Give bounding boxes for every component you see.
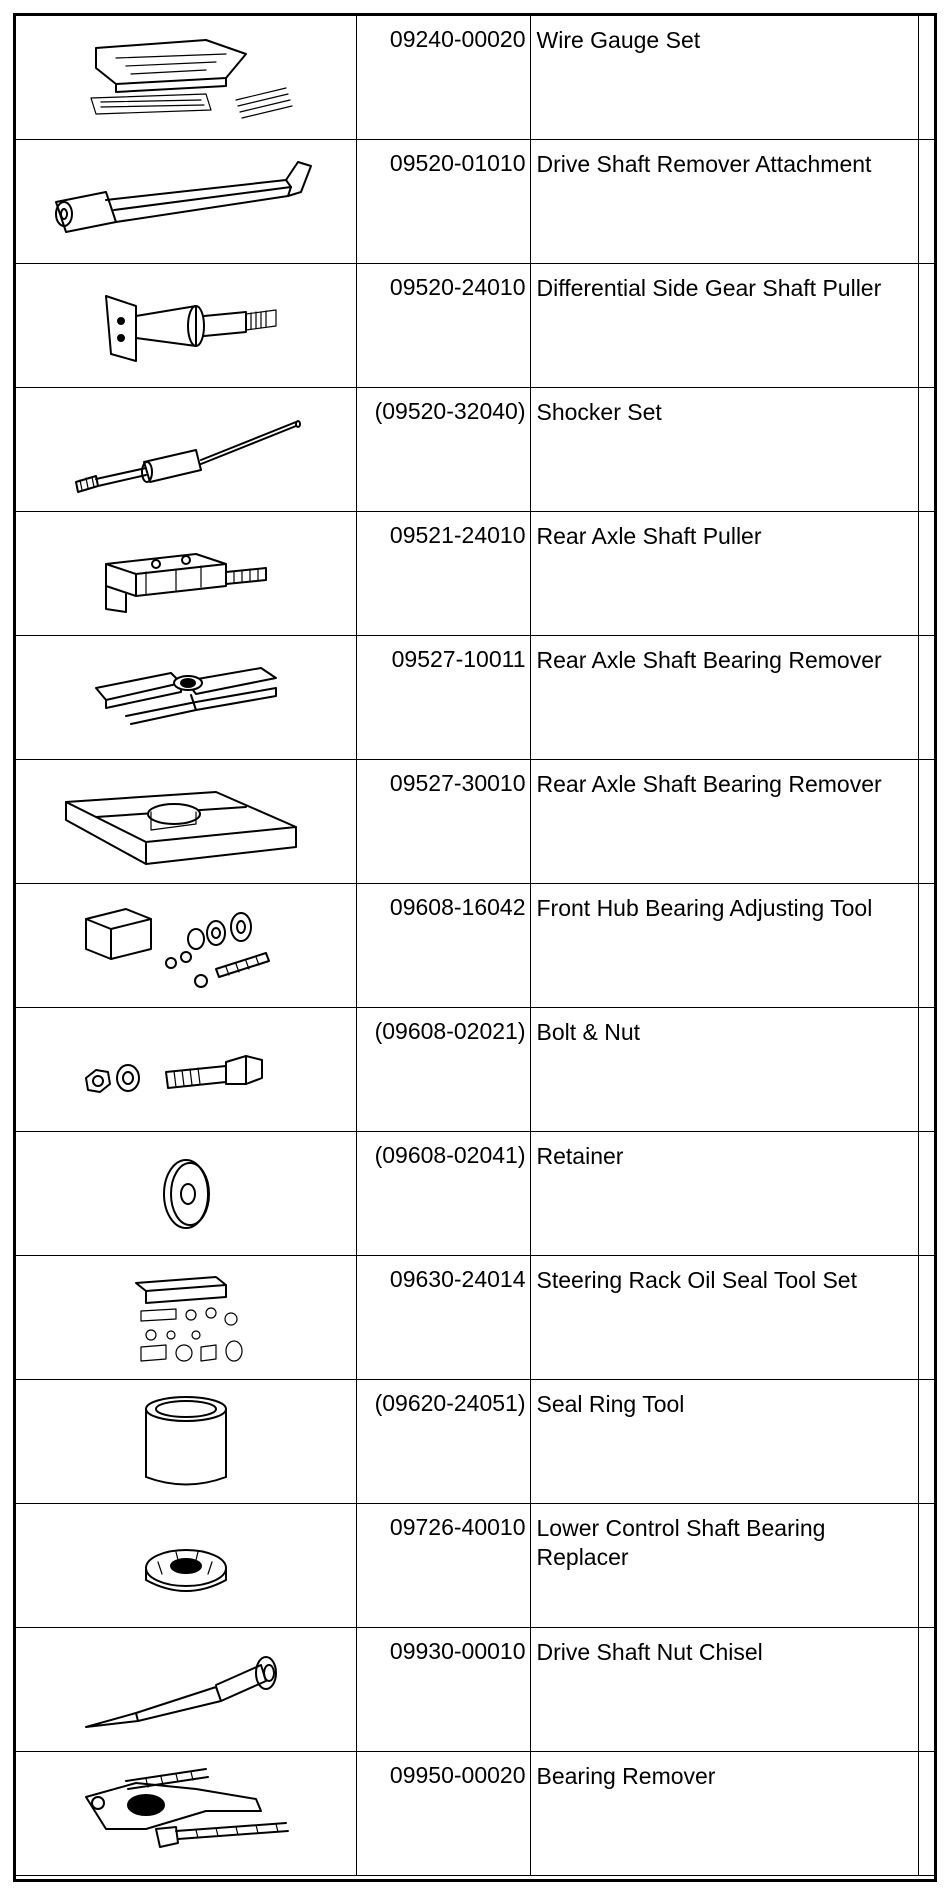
tool-name: Rear Axle Shaft Bearing Remover bbox=[530, 636, 918, 760]
tool-name: Differential Side Gear Shaft Puller bbox=[530, 264, 918, 388]
bearing-remover-block-icon bbox=[56, 772, 316, 872]
part-number: 09520-01010 bbox=[356, 140, 530, 264]
tool-name: Wire Gauge Set bbox=[530, 16, 918, 140]
table-row bbox=[16, 760, 934, 884]
tool-name: Drive Shaft Nut Chisel bbox=[530, 1628, 918, 1752]
part-number: 09240-00020 bbox=[356, 16, 530, 140]
table-row bbox=[16, 264, 934, 388]
nut-chisel-icon bbox=[66, 1635, 306, 1745]
part-number: (09608-02021) bbox=[356, 1008, 530, 1132]
table-row bbox=[16, 512, 934, 636]
part-number: 09726-40010 bbox=[356, 1504, 530, 1628]
tool-name: Seal Ring Tool bbox=[530, 1380, 918, 1504]
bolt-and-nut-icon bbox=[66, 1020, 306, 1120]
bearing-remover-icon bbox=[56, 1759, 316, 1869]
tool-name: Front Hub Bearing Adjusting Tool bbox=[530, 884, 918, 1008]
table-row bbox=[16, 16, 934, 140]
tool-name: Steering Rack Oil Seal Tool Set bbox=[530, 1256, 918, 1380]
retainer-washer-icon bbox=[126, 1139, 246, 1249]
tool-name: Shocker Set bbox=[530, 388, 918, 512]
table-row bbox=[16, 1008, 934, 1132]
part-number: 09521-24010 bbox=[356, 512, 530, 636]
table-row bbox=[16, 636, 934, 760]
part-number: 09608-16042 bbox=[356, 884, 530, 1008]
table-row bbox=[16, 1132, 934, 1256]
wire-gauge-set-icon bbox=[56, 28, 316, 128]
shocker-set-icon bbox=[56, 400, 316, 500]
tool-name: Lower Control Shaft Bearing Replacer bbox=[530, 1504, 918, 1628]
part-number: 09520-24010 bbox=[356, 264, 530, 388]
oil-seal-tool-set-icon bbox=[106, 1263, 266, 1373]
table-row bbox=[16, 1504, 934, 1628]
rear-axle-shaft-puller-icon bbox=[76, 524, 296, 624]
tool-name: Drive Shaft Remover Attachment bbox=[530, 140, 918, 264]
tool-name: Bolt & Nut bbox=[530, 1008, 918, 1132]
table-row bbox=[16, 1752, 934, 1876]
part-number: 09930-00010 bbox=[356, 1628, 530, 1752]
tool-name: Rear Axle Shaft Bearing Remover bbox=[530, 760, 918, 884]
table-row bbox=[16, 140, 934, 264]
table-row bbox=[16, 1380, 934, 1504]
bearing-remover-plates-icon bbox=[76, 648, 296, 748]
table-row bbox=[16, 1628, 934, 1752]
tool-name: Bearing Remover bbox=[530, 1752, 918, 1876]
special-tools-table bbox=[16, 16, 934, 1876]
table-row bbox=[16, 884, 934, 1008]
drive-shaft-remover-attachment-icon bbox=[36, 152, 336, 252]
part-number: (09520-32040) bbox=[356, 388, 530, 512]
part-number: 09950-00020 bbox=[356, 1752, 530, 1876]
part-number: 09630-24014 bbox=[356, 1256, 530, 1380]
seal-ring-tool-icon bbox=[116, 1387, 256, 1497]
bearing-replacer-icon bbox=[116, 1516, 256, 1616]
part-number: 09527-10011 bbox=[356, 636, 530, 760]
table-row bbox=[16, 1256, 934, 1380]
hub-bearing-adjusting-tool-icon bbox=[66, 891, 306, 1001]
part-number: (09608-02041) bbox=[356, 1132, 530, 1256]
part-number: (09620-24051) bbox=[356, 1380, 530, 1504]
tool-name: Rear Axle Shaft Puller bbox=[530, 512, 918, 636]
part-number: 09527-30010 bbox=[356, 760, 530, 884]
table-row bbox=[16, 388, 934, 512]
side-gear-shaft-puller-icon bbox=[76, 276, 296, 376]
tool-name: Retainer bbox=[530, 1132, 918, 1256]
tools-table-frame bbox=[13, 13, 937, 1882]
